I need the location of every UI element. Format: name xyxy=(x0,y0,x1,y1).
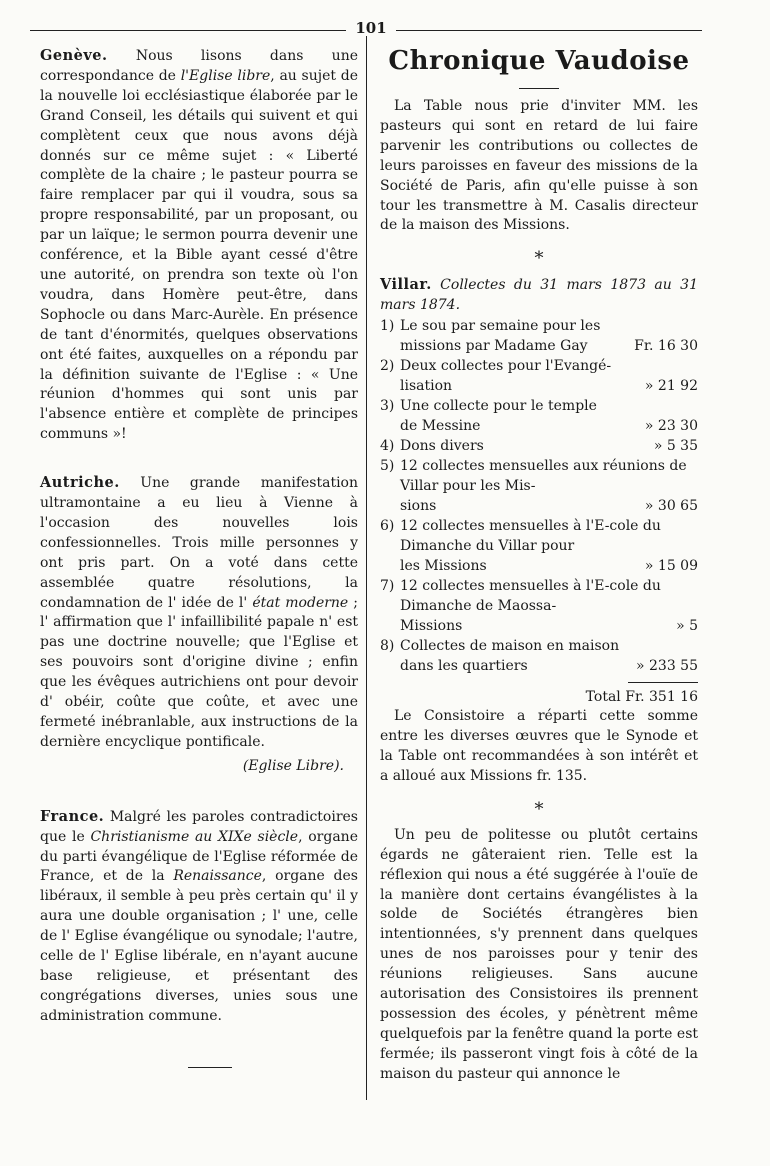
list-item: 4) Dons divers » 5 35 xyxy=(380,438,698,455)
total-rule xyxy=(628,682,698,683)
france-em-2: Renaissance xyxy=(173,868,262,885)
left-column xyxy=(40,46,358,1068)
france-heading: France. xyxy=(40,807,105,825)
autriche-heading: Autriche. xyxy=(40,474,120,492)
geneve-em: l'Eglise libre xyxy=(180,67,271,84)
geneve-heading: Genève. xyxy=(40,47,108,64)
autriche-text-b: ; l' affirmation que l' infaillibilité papale n' est pas une doctrine nouvelle; que l'Eglise et ses pouvoirs sont d'origine divine ; enfin que les évêques autrichiens ont pour devoir d' obéir, coûte que coûte, et avec une fermeté inébranlable, aux instructions de la dernière encyclique pontificale. xyxy=(40,594,359,750)
autriche-signature: (Eglise Libre). xyxy=(242,757,344,774)
list-item: 5) 12 collectes mensuelles aux réunions de Villar pour les Mis- sions » 30 65 xyxy=(380,458,698,515)
intro-paragraph: La Table nous prie d'inviter MM. les pasteurs qui sont en retard de lui faire parvenir les contributions ou collectes de leurs paroisses en faveur des missions de la Société de Paris, afin qu'elle puisse à son tour les transmettre à M. Casalis directeur de la maison des Missions. xyxy=(380,98,698,234)
column-divider xyxy=(366,36,367,1100)
geneve-text-a: Nous lisons dans une correspondance de xyxy=(40,48,358,84)
list-item: 1) Le sou par semaine pour les missions par Madame Gay Fr. 16 30 xyxy=(380,318,698,355)
villar-heading: Villar. xyxy=(380,276,432,294)
list-item: 8) Collectes de maison en maison dans les quartiers » 233 55 xyxy=(380,638,698,675)
autriche-em: état moderne xyxy=(252,594,349,611)
france-paragraph xyxy=(40,807,358,1027)
list-item: 6) 12 collectes mensuelles à l'E-cole du Dimanche du Villar pour les Missions » 15 09 xyxy=(380,518,698,575)
france-text-b: , organe du parti évangélique de l'Eglise réformée de France, et de la xyxy=(40,828,358,885)
separator-star-2: * xyxy=(534,798,544,820)
title-dash xyxy=(519,88,559,89)
france-em-1: Christianisme au XIXe siècle xyxy=(90,828,299,845)
france-text-c: , organe des libéraux, il semble à peu près certain qu' il y aura une double organisation ; l' une, celle de l' Eglise évangélique ou synodale; l'autre, celle de l' Eglise libérale, en n'ayant aucune base religieuse, et présentant des congrégations diverses, unies sous une administration commune. xyxy=(40,868,358,1024)
list-item: 7) 12 collectes mensuelles à l'E-cole du Dimanche de Maossa- Missions » 5 xyxy=(380,578,698,635)
france-text-a: Malgré les paroles contradictoires que le xyxy=(40,808,358,845)
autriche-paragraph xyxy=(40,473,358,753)
page-number: 101 xyxy=(355,19,387,37)
villar-heading-line xyxy=(380,275,698,316)
autriche-text-a: Une grande manifestation ultramontaine a eu lieu à Vienne à l'occasion des nouvelles lois confessionnelles. Trois mille personnes y ont pris part. On a voté dans cette assemblée quatre résolutions, la condamnation de l' idée de l' xyxy=(40,475,358,611)
section-title: Chronique Vaudoise xyxy=(388,46,690,76)
collection-list xyxy=(380,316,698,676)
politesse-paragraph: Un peu de politesse ou plutôt certains égards ne gâteraient rien. Telle est la réflexion qui nous a été suggérée à l'ouïe de la manière dont certains évangélistes à la solde de Sociétés étrangères bien intentionnées, s'y prennent dans quelques unes de nos paroisses pour y tenir des réunions religieuses. Sans aucune autorisation des Consistoires ils prennent possession des écoles, y pénètrent même quelquefois par la fenêtre quand la porte est fermée; ils passeront vingt fois à côté de la maison du pasteur qui annonce le xyxy=(380,826,698,1082)
header-rule-right xyxy=(396,30,702,31)
list-item: 2) Deux collectes pour l'Evangé- lisation » 21 92 xyxy=(380,358,698,395)
geneve-paragraph xyxy=(40,46,358,445)
villar-subtitle: Collectes du 31 mars 1873 au 31 mars 1874. xyxy=(380,277,698,314)
header-rule-left xyxy=(30,30,346,31)
end-rule xyxy=(188,1067,232,1068)
consistoire-paragraph: Le Consistoire a réparti cette somme entre les diverses œuvres que le Synode et la Table ont recommandées à son intérêt et a alloué aux Missions fr. 135. xyxy=(380,708,698,784)
total-line: Total Fr. 351 16 xyxy=(585,689,698,706)
geneve-text-b: , au sujet de la nouvelle loi ecclésiastique élaborée par le Grand Conseil, les détails qui suivent et qui complètent ceux que nous avons déjà donnés sur ce même sujet : « Liberté complète de la chaire ; le pasteur pourra se faire remplacer par qui il voudra, sous sa propre responsabilité, par un proposant, ou par un laïque; le sermon pourra devenir une conférence, et la Bible ayant cessé d'être une autorité, on prendra son texte où l'on voudra, dans Homère peut-être, dans Sophocle ou dans Marc-Aurèle. En présence de tant d'énormités, quelques observations ont été faites, auxquelles on a répondu par la définition suivante de l'Eglise : « Une réunion d'hommes qui sont unis par l'absence entière et complète de principes communs »! xyxy=(40,67,358,443)
right-column xyxy=(380,40,698,1085)
list-item: 3) Une collecte pour le temple de Messine » 23 30 xyxy=(380,398,698,435)
separator-star-1: * xyxy=(534,248,544,270)
